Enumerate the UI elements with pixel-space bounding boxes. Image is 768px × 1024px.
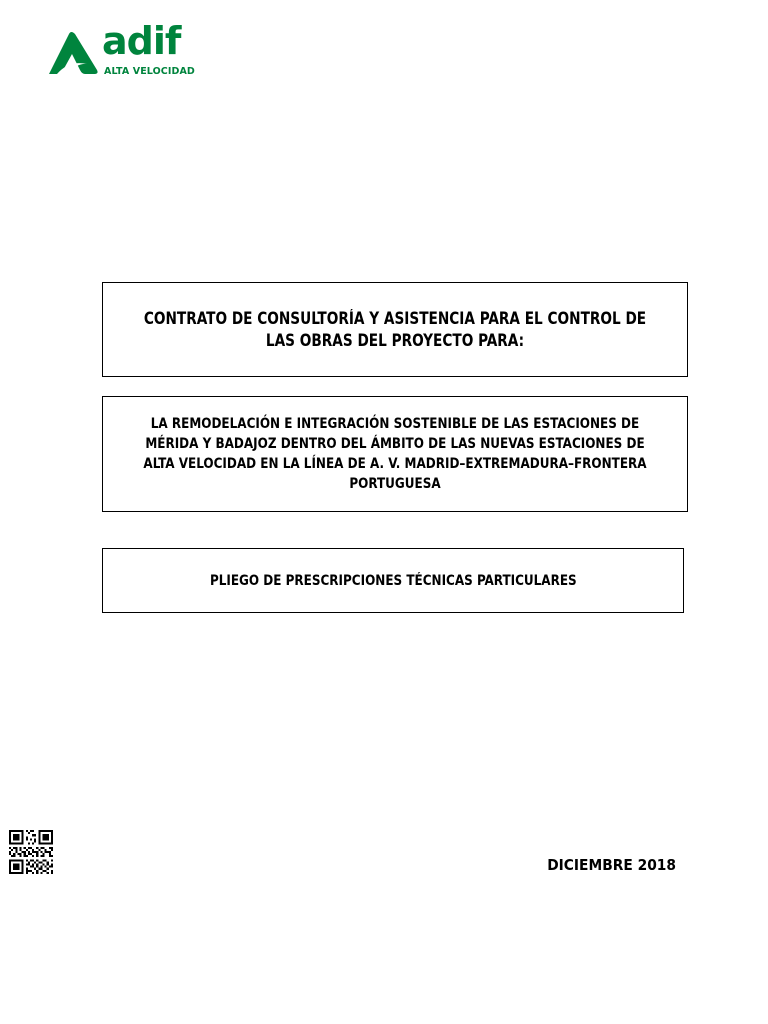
qr-code-icon xyxy=(9,830,53,874)
document-type: PLIEGO DE PRESCRIPCIONES TÉCNICAS PARTICULARES xyxy=(209,572,577,589)
project-title: LA REMODELACIÓN E INTEGRACIÓN SOSTENIBLE DE LAS ESTACIONES DE MÉRIDA Y BADAJOZ DENTRO DEL ÁMBITO DE LAS NUEVAS ESTACIONES DE ALTA VELOCIDAD EN LA LÍNEA DE A. V. MADRID–EXTREMADURA–FRONTERA PORTUGUESA xyxy=(143,416,647,492)
logo-tagline: ALTA VELOCIDAD xyxy=(104,66,195,77)
logo-wordmark: adif xyxy=(102,19,181,63)
document-date: DICIEMBRE 2018 xyxy=(547,856,676,874)
adif-logo xyxy=(47,19,217,82)
contract-title-box xyxy=(102,282,688,377)
document-type-box xyxy=(102,548,684,613)
project-title-box xyxy=(102,396,688,512)
contract-title: CONTRATO DE CONSULTORÍA Y ASISTENCIA PARA EL CONTROL DE LAS OBRAS DEL PROYECTO PARA: xyxy=(143,308,647,350)
adif-arrow-icon xyxy=(47,30,99,78)
